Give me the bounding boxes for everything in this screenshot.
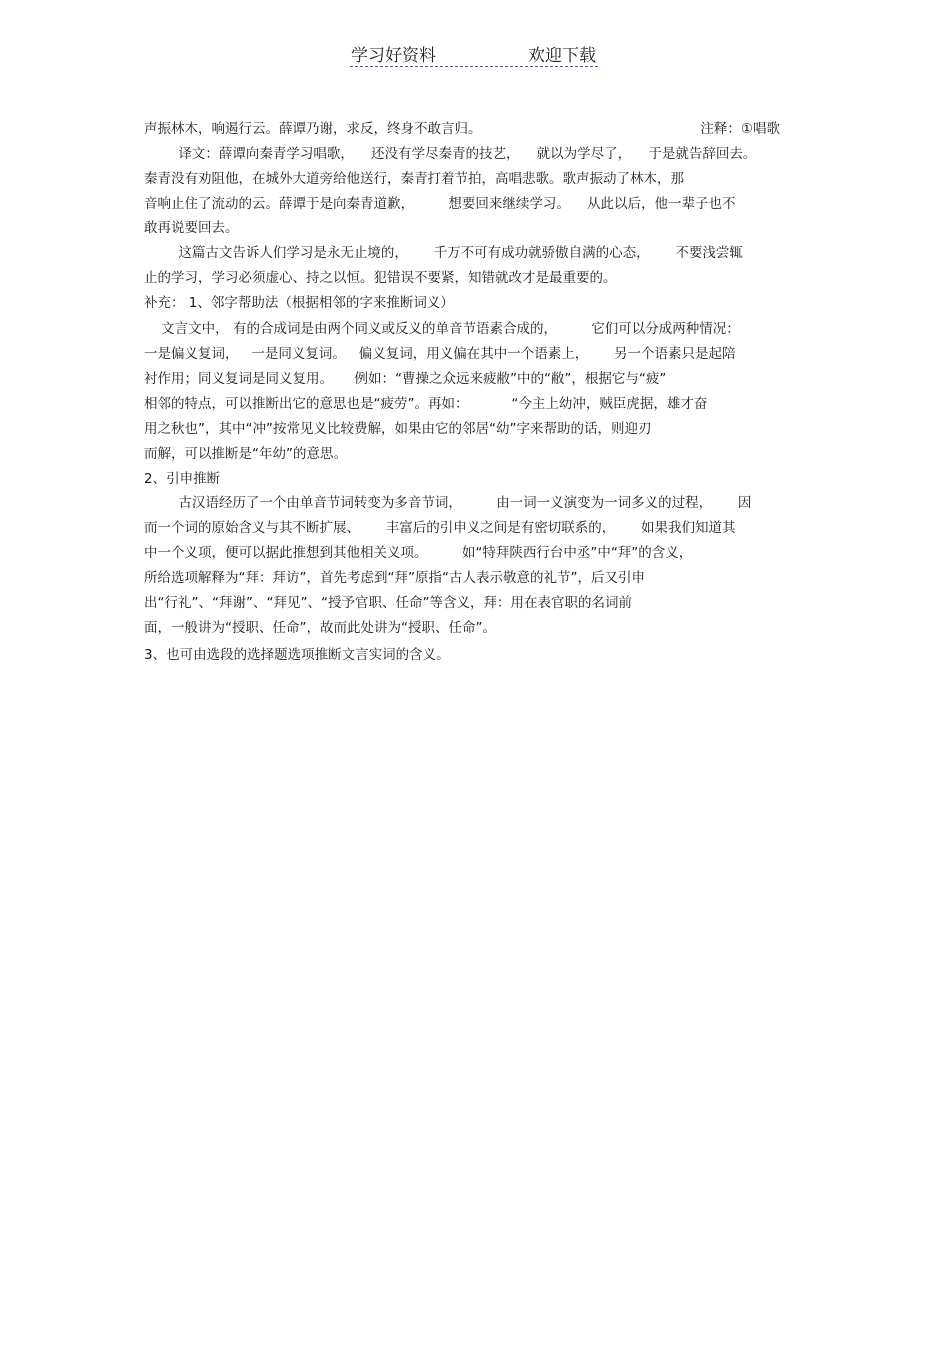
text-line: 用之秋也”，其中“冲”按常见义比较费解，如果由它的邻居“幼”字来帮助的话，则迎刃 (144, 421, 652, 437)
text-line: 一是偏义复词， 一是同义复词。 偏义复词，用义偏在其中一个语素上， 另一个语素只是起陪 (144, 346, 736, 362)
header-title-right: 欢迎下载 (528, 46, 596, 66)
text-line: 而一个词的原始含义与其不断扩展、 丰富后的引申义之间是有密切联系的， 如果我们知道其 (144, 520, 736, 536)
text-line: 出“行礼”、“拜谢”、“拜见”、“授予官职、任命”等含义，拜：用在表官职的名词前 (144, 595, 632, 611)
section-heading: 2、引申推断 (144, 471, 221, 487)
text-line: 古汉语经历了一个由单音节词转变为多音节词， 由一词一义演变为一词多义的过程， 因 (144, 495, 752, 511)
header-title-left: 学习好资料 (351, 46, 436, 66)
text-line: 相邻的特点，可以推断出它的意思也是“疲劳”。再如： “今主上幼冲，贼臣虎据，雄才奋 (144, 396, 708, 412)
text-line: 音响止住了流动的云。薛谭于是向秦青道歉， 想要回来继续学习。 从此以后，他一辈子也不 (144, 196, 736, 212)
section-heading: 3、也可由选段的选择题选项推断文言实词的含义。 (144, 647, 450, 663)
text-line: 文言文中， 有的合成词是由两个同义或反义的单音节语素合成的， 它们可以分成两种情况： (144, 321, 740, 337)
text-line: 秦青没有劝阻他，在城外大道旁给他送行，秦青打着节拍，高唱悲歌。歌声振动了林木，那 (144, 171, 684, 187)
text-line: 止的学习，学习必须虚心、持之以恒。犯错误不要紧，知错就改才是最重要的。 (144, 270, 617, 286)
text-line: 这篇古文告诉人们学习是永无止境的， 千万不可有成功就骄傲自满的心态， 不要浅尝辄 (144, 245, 743, 261)
section-heading: 补充： 1、邻字帮助法（根据相邻的字来推断词义） (144, 295, 454, 311)
page-header (350, 40, 598, 67)
text-line: 敢再说要回去。 (144, 220, 239, 236)
text-line: 译文：薛谭向秦青学习唱歌， 还没有学尽秦青的技艺， 就以为学尽了， 于是就告辞回去。 (144, 146, 757, 162)
text-line: 衬作用；同义复词是同义复用。 例如：“曹操之众远来疲敝”中的“敝”，根据它与“疲” (144, 371, 667, 387)
text-line: 中一个义项，便可以据此推想到其他相关义项。 如“特拜陕西行台中丞”中“拜”的含义， (144, 545, 693, 561)
text-line: 而解，可以推断是“年幼”的意思。 (144, 446, 347, 462)
text-line: 面，一般讲为“授职、任命”，故而此处讲为“授职、任命”。 (144, 620, 496, 636)
text-line: 所给选项解释为“拜：拜访”，首先考虑到“拜”原指“古人表示敬意的礼节”，后又引申 (144, 570, 645, 586)
text-line: 声振林木，响遏行云。薛谭乃谢，求反，终身不敢言归。 注释：①唱歌 (144, 121, 780, 137)
